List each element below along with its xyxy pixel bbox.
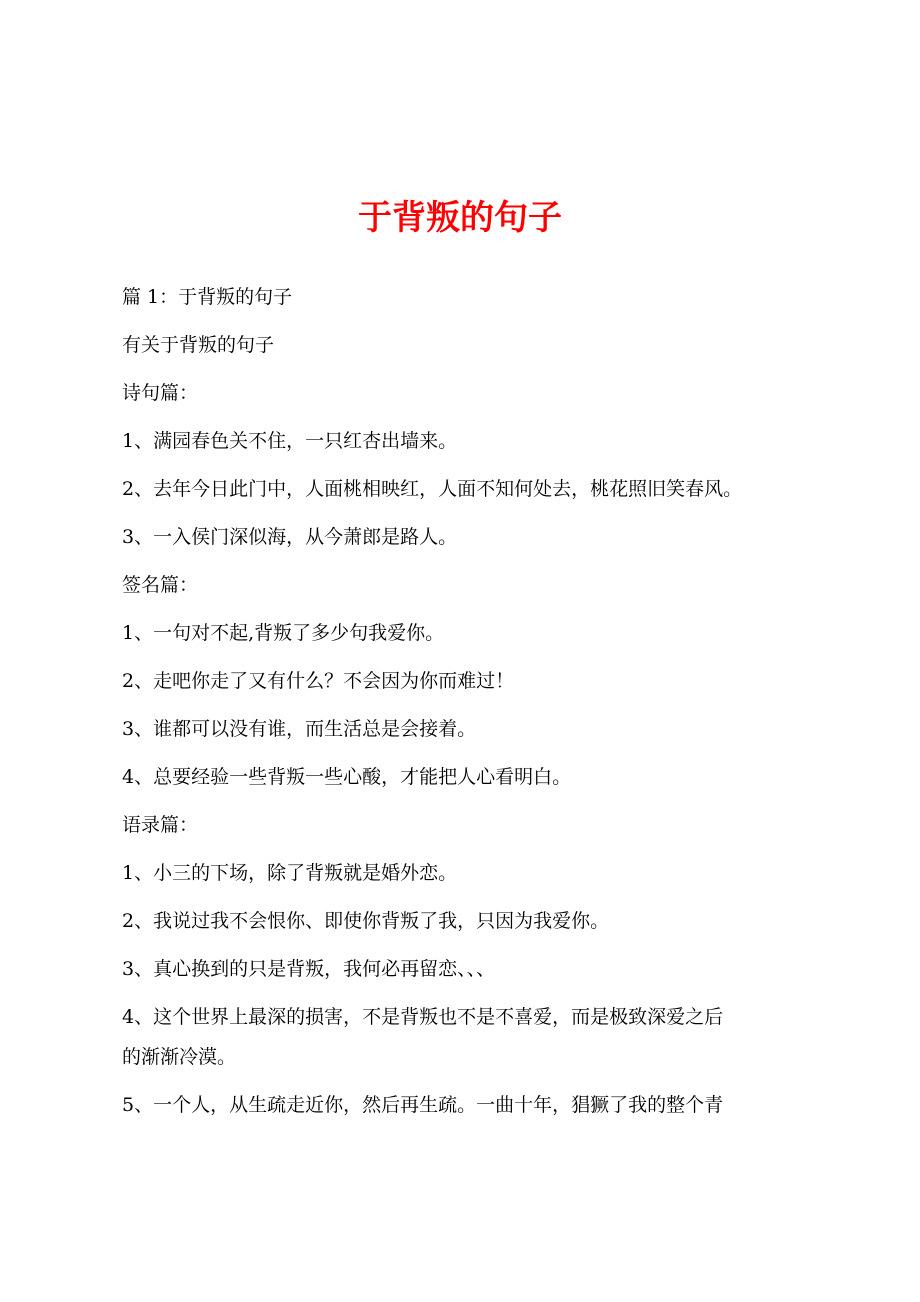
list-item: 4、总要经验一些背叛一些心酸，才能把人心看明白。 xyxy=(122,766,572,788)
category-heading-signatures: 签名篇： xyxy=(122,574,199,596)
list-item: 1、满园春色关不住，一只红杏出墙来。 xyxy=(122,430,458,452)
list-item: 3、真心换到的只是背叛，我何必再留恋、、、 xyxy=(122,958,496,980)
list-item: 5、一个人，从生疏走近你，然后再生疏。一曲十年，猖獗了我的整个青 xyxy=(122,1094,724,1116)
list-item: 2、走吧你走了又有什么？不会因为你而难过！ xyxy=(122,670,515,692)
list-item: 3、谁都可以没有谁，而生活总是会接着。 xyxy=(122,718,477,740)
section-heading: 篇 1：于背叛的句子 xyxy=(122,286,293,308)
document-title: 于背叛的句子 xyxy=(358,198,562,238)
list-item-continuation: 的渐渐冷漠。 xyxy=(122,1046,237,1068)
subtitle: 有关于背叛的句子 xyxy=(122,334,275,356)
document-body xyxy=(122,280,912,1136)
list-item: 2、我说过我不会恨你、即使你背叛了我，只因为我爱你。 xyxy=(122,910,610,932)
category-heading-poems: 诗句篇： xyxy=(122,382,199,404)
list-item: 3、一入侯门深似海，从今萧郎是路人。 xyxy=(122,526,458,548)
category-heading-quotes: 语录篇： xyxy=(122,814,199,836)
list-item: 4、这个世界上最深的损害，不是背叛也不是不喜爱，而是极致深爱之后 xyxy=(122,1006,724,1028)
list-item: 2、去年今日此门中，人面桃相映红，人面不知何处去，桃花照旧笑春风。 xyxy=(122,478,743,500)
list-item: 1、小三的下场，除了背叛就是婚外恋。 xyxy=(122,862,458,884)
list-item: 1、一句对不起,背叛了多少句我爱你。 xyxy=(122,622,445,644)
